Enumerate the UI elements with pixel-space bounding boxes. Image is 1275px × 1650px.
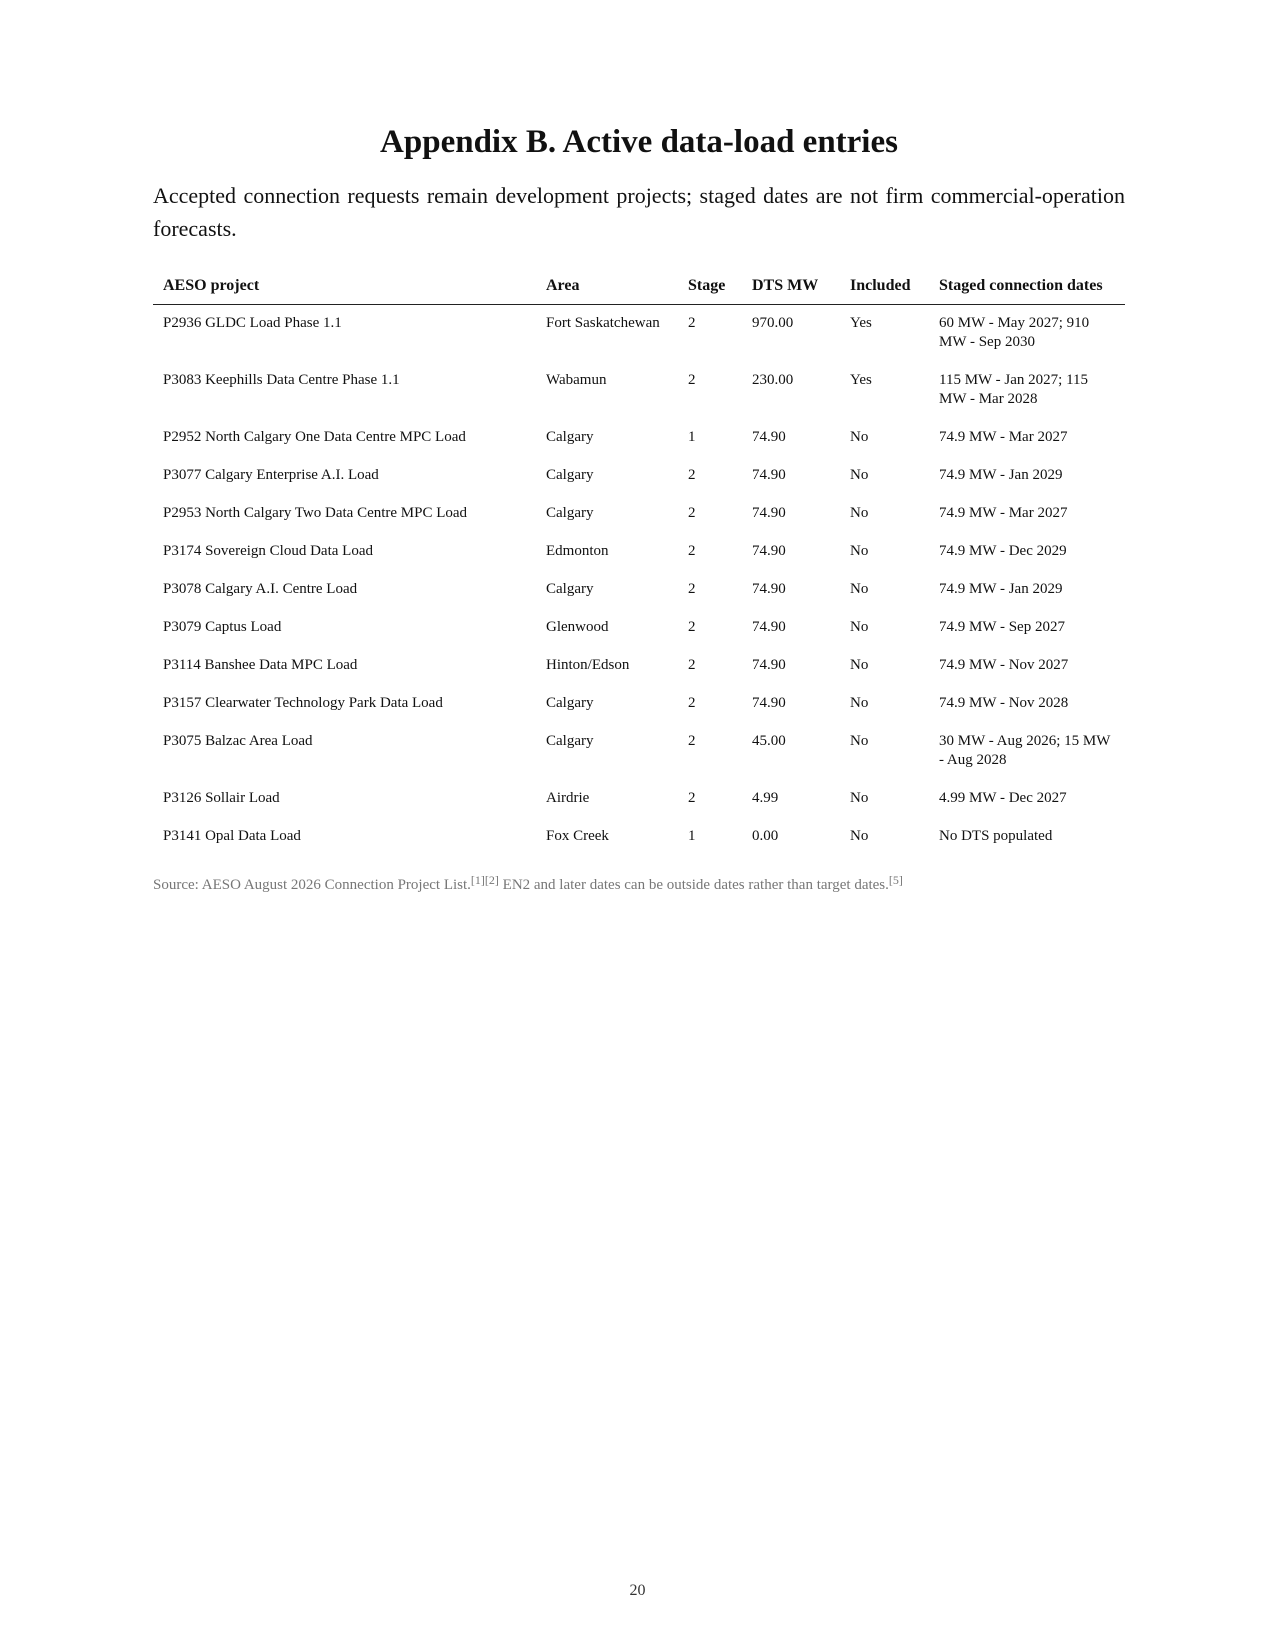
cell-dts-mw: 74.90: [752, 543, 786, 559]
cell-project: P3174 Sovereign Cloud Data Load: [163, 543, 373, 559]
cell-dts-mw: 0.00: [752, 828, 779, 844]
table-row: [153, 428, 1125, 466]
cell-project: P3114 Banshee Data MPC Load: [163, 657, 358, 673]
cell-area: Glenwood: [546, 619, 609, 635]
cell-stage: 1: [688, 828, 696, 844]
cell-stage: 1: [688, 429, 696, 445]
cell-dts-mw: 970.00: [752, 315, 794, 331]
cell-dts-mw: 74.90: [752, 429, 786, 445]
cell-stage: 2: [688, 619, 696, 635]
cell-included: No: [850, 543, 869, 559]
cell-area: Hinton/Edson: [546, 657, 630, 673]
cell-dates: 74.9 MW - Jan 2029: [939, 467, 1063, 483]
cell-dts-mw: 45.00: [752, 733, 786, 749]
cell-included: No: [850, 581, 869, 597]
cell-stage: 2: [688, 657, 696, 673]
cell-included: No: [850, 657, 869, 673]
table-row: [153, 580, 1125, 618]
source-text-continued: EN2 and later dates can be outside dates rather than target dates.: [498, 877, 889, 893]
cell-stage: 2: [688, 505, 696, 521]
cell-included: No: [850, 505, 869, 521]
cell-area: Fort Saskatchewan: [546, 315, 660, 331]
cell-area: Calgary: [546, 581, 594, 597]
cell-project: P3079 Captus Load: [163, 619, 282, 635]
cell-dates: 74.9 MW - Nov 2027: [939, 657, 1069, 673]
cell-included: Yes: [850, 315, 872, 331]
cell-stage: 2: [688, 581, 696, 597]
cell-project: P2952 North Calgary One Data Centre MPC Load: [163, 429, 466, 445]
table-row: [153, 656, 1125, 694]
cell-project: P3157 Clearwater Technology Park Data Load: [163, 695, 443, 711]
cell-dates: No DTS populated: [939, 828, 1053, 844]
header-included: Included: [840, 266, 929, 305]
page-title: Appendix B. Active data-load entries: [380, 124, 898, 160]
table-row: [153, 305, 1125, 372]
header-project: AESO project: [153, 266, 536, 305]
cell-area: Calgary: [546, 505, 594, 521]
cell-stage: 2: [688, 372, 696, 388]
footnote-ref-5[interactable]: [5]: [888, 873, 903, 887]
cell-dts-mw: 74.90: [752, 505, 786, 521]
cell-included: No: [850, 790, 869, 806]
cell-dates: 60 MW - May 2027; 910 MW - Sep 2030: [939, 315, 1090, 350]
cell-area: Calgary: [546, 733, 594, 749]
table-row: [153, 694, 1125, 732]
cell-stage: 2: [688, 733, 696, 749]
cell-included: No: [850, 695, 869, 711]
cell-area: Calgary: [546, 695, 594, 711]
cell-dates: 30 MW - Aug 2026; 15 MW - Aug 2028: [939, 733, 1111, 768]
cell-included: No: [850, 828, 869, 844]
cell-included: No: [850, 467, 869, 483]
source-note: [153, 873, 1125, 895]
cell-area: Fox Creek: [546, 828, 609, 844]
cell-project: P2953 North Calgary Two Data Centre MPC Load: [163, 505, 468, 521]
intro-paragraph: Accepted connection requests remain development projects; staged dates are not firm commercial-operation forecasts.: [153, 183, 1125, 241]
cell-project: P3078 Calgary A.I. Centre Load: [163, 581, 358, 597]
cell-stage: 2: [688, 695, 696, 711]
cell-dates: 74.9 MW - Mar 2027: [939, 505, 1068, 521]
cell-included: No: [850, 429, 869, 445]
page-number: 20: [629, 1582, 646, 1599]
cell-dates: 74.9 MW - Sep 2027: [939, 619, 1065, 635]
cell-project: P3075 Balzac Area Load: [163, 733, 313, 749]
header-dts-mw: DTS MW: [742, 266, 840, 305]
table-row: [153, 827, 1125, 865]
header-stage: Stage: [678, 266, 742, 305]
header-dates: Staged connection dates: [929, 266, 1125, 305]
cell-included: Yes: [850, 372, 872, 388]
cell-dates: 115 MW - Jan 2027; 115 MW - Mar 2028: [939, 372, 1089, 407]
cell-project: P3126 Sollair Load: [163, 790, 280, 806]
table-row: [153, 542, 1125, 580]
cell-project: P2936 GLDC Load Phase 1.1: [163, 315, 342, 331]
cell-dates: 74.9 MW - Jan 2029: [939, 581, 1063, 597]
cell-stage: 2: [688, 467, 696, 483]
cell-project: P3077 Calgary Enterprise A.I. Load: [163, 467, 379, 483]
cell-dts-mw: 74.90: [752, 581, 786, 597]
cell-stage: 2: [688, 790, 696, 806]
cell-project: P3083 Keephills Data Centre Phase 1.1: [163, 372, 400, 388]
cell-dates: 74.9 MW - Mar 2027: [939, 429, 1068, 445]
cell-dts-mw: 74.90: [752, 695, 786, 711]
cell-dts-mw: 74.90: [752, 619, 786, 635]
footnote-ref-2[interactable]: [2]: [484, 873, 499, 887]
table-row: [153, 789, 1125, 827]
table-row: [153, 732, 1125, 789]
table-row: [153, 618, 1125, 656]
header-area: Area: [536, 266, 678, 305]
cell-area: Calgary: [546, 429, 594, 445]
cell-stage: 2: [688, 543, 696, 559]
cell-dts-mw: 230.00: [752, 372, 794, 388]
cell-dts-mw: 4.99: [752, 790, 779, 806]
table-header-row: [153, 266, 1125, 305]
cell-area: Edmonton: [546, 543, 609, 559]
cell-dts-mw: 74.90: [752, 657, 786, 673]
cell-project: P3141 Opal Data Load: [163, 828, 301, 844]
cell-dates: 4.99 MW - Dec 2027: [939, 790, 1067, 806]
cell-area: Wabamun: [546, 372, 607, 388]
cell-stage: 2: [688, 315, 696, 331]
data-load-table: [153, 266, 1125, 865]
cell-included: No: [850, 619, 869, 635]
table-row: [153, 504, 1125, 542]
cell-dates: 74.9 MW - Dec 2029: [939, 543, 1067, 559]
table-row: [153, 371, 1125, 428]
cell-dts-mw: 74.90: [752, 467, 786, 483]
source-text: Source: AESO August 2026 Connection Project List.: [153, 877, 471, 893]
footnote-ref-1[interactable]: [1]: [470, 873, 485, 887]
cell-included: No: [850, 733, 869, 749]
cell-area: Airdrie: [546, 790, 590, 806]
table-row: [153, 466, 1125, 504]
cell-area: Calgary: [546, 467, 594, 483]
cell-dates: 74.9 MW - Nov 2028: [939, 695, 1069, 711]
